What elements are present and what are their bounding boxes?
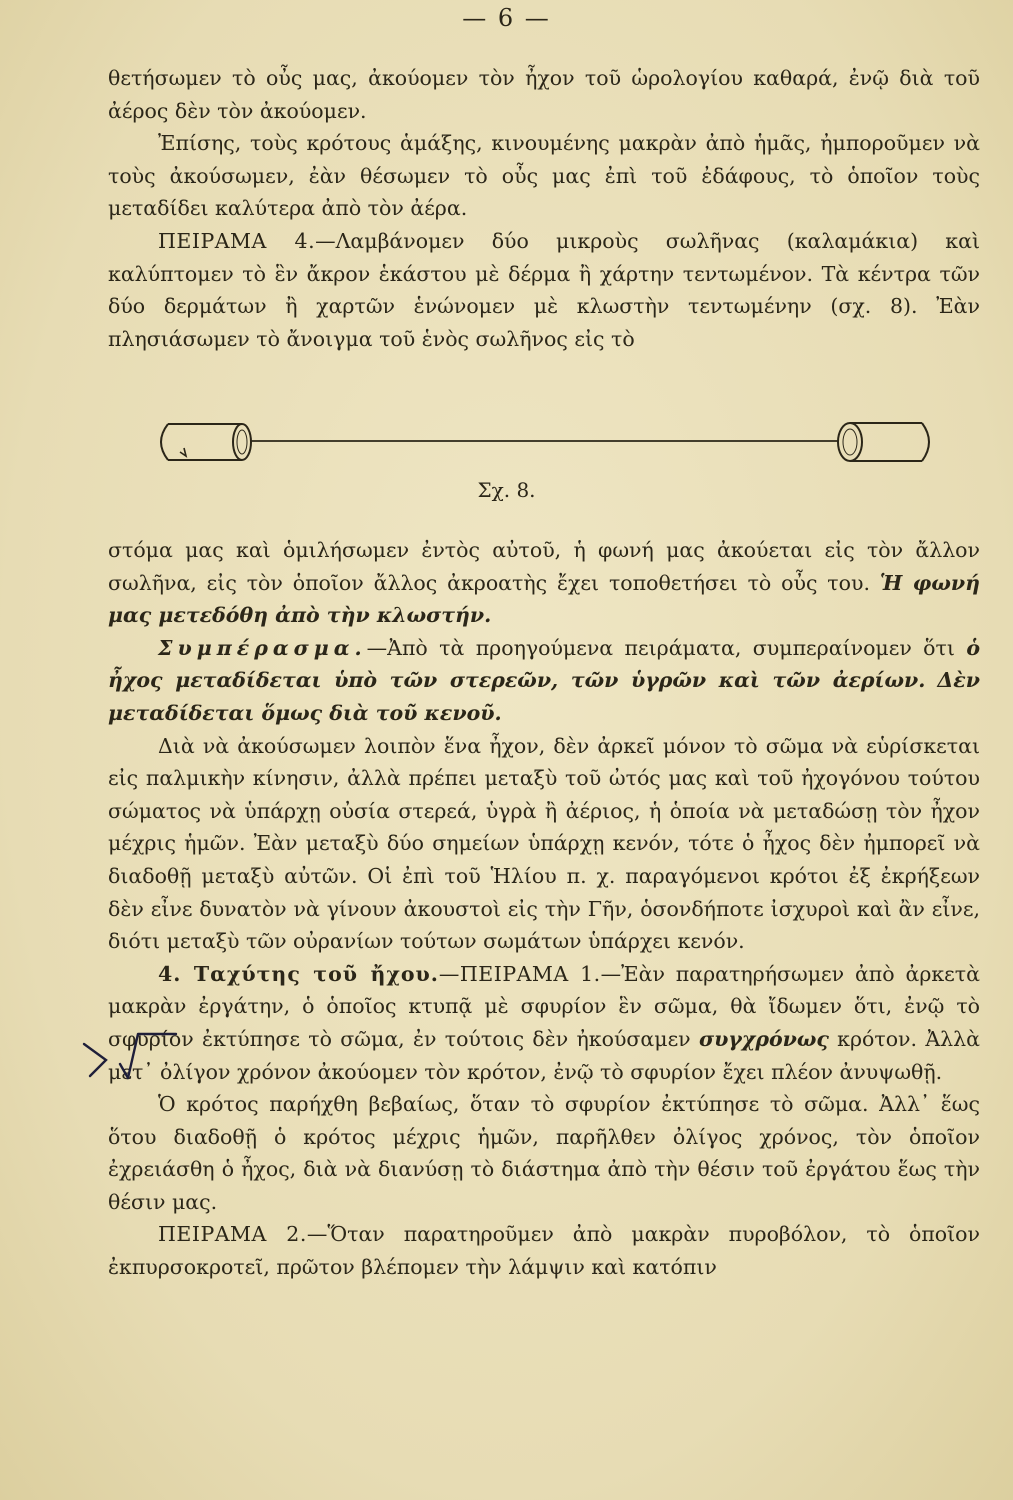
emphasis-text: Ἡ φωνή μας μετεδόθη ἀπὸ τὴν κλωστήν. — [108, 570, 981, 628]
conclusion-paragraph — [108, 632, 980, 730]
paragraph: Διὰ νὰ ἀκούσωμεν λοιπὸν ἕνα ἦχον, δὲν ἀρκεῖ μόνον τὸ σῶμα νὰ εὑρίσκεται εἰς παλμικὴν κίνησιν, ἀλλὰ πρέπει μεταξὺ τοῦ ὠτός μας καὶ τοῦ ἠχογόνου τούτου σώματος νὰ ὑπάρχῃ οὐσία στερεά, ὑγρὰ ἢ ἀέριος, ἡ ὁποία νὰ μεταδώσῃ τὸν ἦχον μέχρις ἡμῶν. Ἐὰν μεταξὺ δύο σημείων ὑπάρχῃ κενόν, τότε ὁ ἦχος δὲν ἠμπορεῖ νὰ διαδοθῇ μεταξὺ αὐτῶν. Οἱ ἐπὶ τοῦ Ἡλίου π. χ. παραγόμενοι κρότοι ἐξ ἐκρήξεων δὲν εἶνε δυνατὸν νὰ γίνουν ἀκουστοὶ εἰς τὴν Γῆν, ὁσονδήποτε ἰσχυροὶ καὶ ἂν εἶνε, διότι μεταξὺ τῶν οὐρανίων τούτων σωμάτων ὑπάρχει κενόν. — [108, 733, 980, 954]
paragraph: θετήσωμεν τὸ οὖς μας, ἀκούομεν τὸν ἦχον τοῦ ὡρολογίου καθαρά, ἐνῷ διὰ τοῦ ἀέρος δὲν τὸν ἀκούομεν. — [108, 66, 980, 123]
text-block-middle — [108, 534, 980, 1284]
experiment-label: ΠΕΙΡΑΜΑ 4. — [158, 228, 316, 253]
section-4-paragraph — [108, 958, 980, 1088]
page-number: — 6 — — [462, 4, 551, 32]
experiment-label: ΠΕΙΡΑΜΑ 2. — [158, 1222, 307, 1247]
experiment-label: —ΠΕΙΡΑΜΑ 1. — [438, 961, 601, 986]
emphasis-text: συγχρόνως — [698, 1026, 829, 1051]
figure-8-tube-telephone — [150, 410, 940, 472]
paragraph-text: —Ἐὰν παρατηρήσωμεν ἀπὸ ἀρκετὰ μακρὰν ἐργάτην, ὁ ὁποῖος κτυπᾷ μὲ σφυρίον ἓν σῶμα, θὰ ἴδωμεν ὅτι, ἐνῷ τὸ σφυρίον ἐκτύπησε τὸ σῶμα, ἐν τούτοις δὲν ἠκούσαμεν — [108, 961, 980, 1051]
paragraph — [108, 534, 980, 632]
figure-caption: Σχ. 8. — [477, 478, 536, 502]
experiment-2-paragraph — [108, 1218, 980, 1283]
paragraph-text: στόμα μας καὶ ὁμιλήσωμεν ἐντὸς αὐτοῦ, ἡ φωνή μας ἀκούεται εἰς τὸν ἄλλον σωλῆνα, εἰς τὸν ὁποῖον ἄλλος ἀκροατὴς ἔχει τοποθετήσει τὸ οὖς του. — [108, 538, 980, 595]
paragraph: Ἐπίσης, τοὺς κρότους ἁμάξης, κινουμένης μακρὰν ἀπὸ ἡμᾶς, ἠμποροῦμεν νὰ τοὺς ἀκούσωμεν, ἐὰν θέσωμεν τὸ οὖς μας ἐπὶ τοῦ ἐδάφους, τὸ ὁποῖον τοὺς μεταδίδει καλύτερα ἀπὸ τὸν ἀέρα. — [108, 131, 980, 221]
paragraph: Ὁ κρότος παρήχθη βεβαίως, ὅταν τὸ σφυρίον ἐκτύπησε τὸ σῶμα. Ἀλλ᾽ ἕως ὅτου διαδοθῇ ὁ κρότος μέχρις ἡμῶν, παρῆλθεν ὀλίγος χρόνος, τὸν ὁποῖον ἐχρειάσθη ὁ ἦχος, διὰ νὰ διανύσῃ τὸ διάστημα ἀπὸ τὴν θέσιν τοῦ ἐργάτου ἕως τὴν θέσιν μας. — [108, 1092, 980, 1214]
conclusion-label: Συμπέρασμα. — [158, 635, 367, 660]
left-tube — [161, 424, 242, 460]
emphasis-text: ὁ ἦχος μεταδίδεται ὑπὸ τῶν στερεῶν, τῶν ὑγρῶν καὶ τῶν ἀερίων. — [108, 635, 980, 693]
emphasis-text: Δὲν μεταδίδεται ὅμως διὰ τοῦ κενοῦ. — [108, 668, 980, 725]
left-membrane — [233, 424, 251, 460]
handwritten-margin-mark-icon — [80, 1030, 178, 1082]
paragraph-text: —Λαμβάνομεν δύο μικροὺς σωλῆνας (καλαμάκια) καὶ καλύπτομεν τὸ ἓν ἄκρον ἑκάστου μὲ δέρμα ἢ χάρτην τεντωμένον. Τὰ κέντρα τῶν δύο δερμάτων ἢ χαρτῶν ἑνώνομεν μὲ κλωστὴν τεντωμένην (σχ. 8). Ἐὰν πλησιάσωμεν τὸ ἄνοιγμα τοῦ ἑνὸς σωλῆνος εἰς τὸ — [108, 228, 980, 351]
text-block-top — [108, 62, 980, 355]
paragraph-text: κρότον. Ἀλλὰ μετ᾽ ὀλίγον χρόνον ἀκούομεν τὸν κρότον, ἐνῷ τὸ σφυρίον ἔχει πλέον ἀνυψωθῇ. — [108, 1026, 980, 1084]
experiment-4-paragraph — [108, 225, 980, 355]
paragraph-text: —Ἀπὸ τὰ προηγούμενα πειράματα, συμπεραίνομεν ὅτι — [366, 635, 955, 660]
paragraph-text: —Ὅταν παρατηροῦμεν ἀπὸ μακρὰν πυροβόλον, τὸ ὁποῖον ἐκπυρσοκροτεῖ, πρῶτον βλέπομεν τὴν λάμψιν καὶ κατόπιν — [108, 1222, 980, 1280]
section-heading: 4. Ταχύτης τοῦ ἤχου. — [158, 961, 439, 986]
